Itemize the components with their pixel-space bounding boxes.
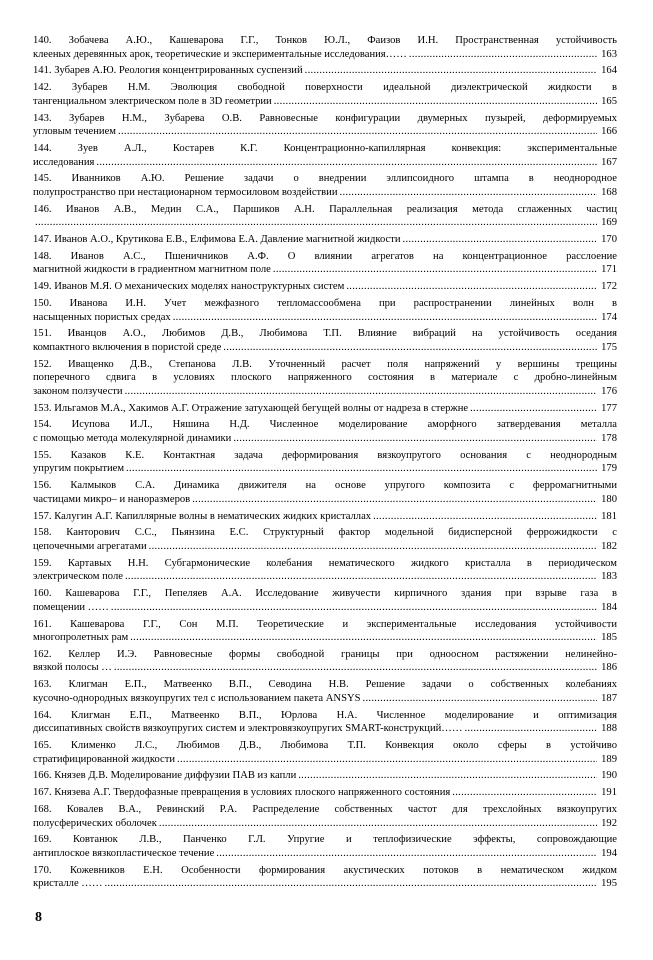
toc-entry-last-line xyxy=(33,631,617,645)
toc-entry-line: 150. Иванова И.Н. Учет межфазного тепломассообмена при распространении линейных волн в xyxy=(33,297,617,309)
toc-entry-page: 168 xyxy=(601,186,617,198)
toc-entry-line: 146. Иванов А.В., Медин С.А., Паршиков А.Н. Параллельная реализация метода сглаженных частиц xyxy=(33,203,617,215)
toc-entry-title-tail: с помощью метода молекулярной динамики xyxy=(33,433,232,445)
dot-leader xyxy=(118,125,597,139)
toc-entry-page: 189 xyxy=(601,753,617,765)
toc-entry-line: 162. Келлер И.Э. Равновесные формы свободной границы при одноосном растяжении нелинейно- xyxy=(33,648,617,660)
toc-entry-title-tail: 157. Калугин А.Г. Капиллярные волны в нематических жидких кристаллах xyxy=(33,510,372,522)
toc-entry-last-line xyxy=(33,786,617,800)
toc-entry xyxy=(33,678,617,705)
dot-leader xyxy=(305,64,597,78)
toc-entry xyxy=(33,833,617,860)
toc-entry-page: 163 xyxy=(601,48,617,60)
dot-leader xyxy=(159,817,597,831)
toc-entry-page: 186 xyxy=(601,662,617,674)
toc-entry-page: 167 xyxy=(601,156,617,168)
toc-entry-line: 164. Клигман Е.П., Матвеенко В.П., Юрлова Н.А. Численное моделирование и оптимизация xyxy=(33,709,617,721)
dot-leader xyxy=(403,233,597,247)
toc-entry-title-tail: помещении …… xyxy=(33,601,109,613)
toc-entry-page: 184 xyxy=(601,601,617,613)
toc-entry xyxy=(33,250,617,277)
toc-entry-title-tail: 167. Князева А.Г. Твердофазные превращения в условиях плоского напряженного состояния xyxy=(33,787,451,799)
toc-entry xyxy=(33,233,617,247)
toc-entry-last-line xyxy=(33,877,617,891)
toc-entry-page: 180 xyxy=(601,493,617,505)
toc-entry-last-line xyxy=(33,570,617,584)
toc-entry-page: 182 xyxy=(601,540,617,552)
toc-entry-title-tail: насыщенных пористых средах xyxy=(33,311,171,323)
toc-entry-line: поперечного сдвига в условиях плоского напряженного состояния в материале с дробно-линейным xyxy=(33,372,617,384)
toc-entry xyxy=(33,510,617,524)
toc-entry-title-tail: стратифицированной жидкости xyxy=(33,753,176,765)
toc-entry-page: 190 xyxy=(601,770,617,782)
toc-entry-title-tail: электрическом поле xyxy=(33,571,123,583)
toc-entry-title-tail: цепочечными агрегатами xyxy=(33,540,147,552)
toc-entry-page: 191 xyxy=(601,787,617,799)
toc-entry-title-tail: тангенциальном электрическом поле в 3D геометрии xyxy=(33,95,272,107)
dot-leader xyxy=(274,95,597,109)
toc-entry-last-line xyxy=(33,402,617,416)
toc-entry-last-line xyxy=(33,847,617,861)
toc-entry-title-tail: многопролетных рам xyxy=(33,632,129,644)
toc-entry-line: 144. Зуев А.Л., Костарев К.Г. Концентрационно-капиллярная конвекция: экспериментальные xyxy=(33,142,617,154)
toc-entry-last-line xyxy=(33,462,617,476)
toc-entry xyxy=(33,142,617,169)
dot-leader xyxy=(35,216,597,230)
toc-entry xyxy=(33,297,617,324)
toc-entry-line: 140. Зобачева А.Ю., Кашеварова Г.Г., Тонков Ю.Л., Фаизов И.Н. Пространственная устойчивость xyxy=(33,35,617,46)
toc-entry-title-tail: упругим покрытием xyxy=(33,463,125,475)
toc-entry-line: 143. Зубарев Н.М., Зубарева О.В. Равновесные конфигурации двумерных пузырей, деформируемых xyxy=(33,112,617,124)
toc-entry-last-line xyxy=(33,263,617,277)
dot-leader xyxy=(223,341,597,355)
toc-entry-last-line xyxy=(33,64,617,78)
toc-entry-line: 168. Ковалев В.А., Ревинский Р.А. Распределение собственных частот для трехслойных вязкоупругих xyxy=(33,803,617,815)
toc-entry-page: 174 xyxy=(601,311,617,323)
toc-entry-page: 187 xyxy=(601,692,617,704)
toc-entry-last-line xyxy=(33,48,617,62)
toc-entry-last-line xyxy=(33,661,617,675)
toc-entry-title-tail: компактного включения в пористой среде xyxy=(33,341,222,353)
dot-leader xyxy=(126,462,597,476)
dot-leader xyxy=(470,402,597,416)
table-of-contents xyxy=(33,34,617,894)
dot-leader xyxy=(298,769,597,783)
dot-leader xyxy=(273,263,597,277)
toc-entry-title-tail: законом ползучести xyxy=(33,385,123,397)
toc-entry-title-tail: исследования xyxy=(33,156,95,168)
toc-entry-page: 195 xyxy=(601,878,617,890)
dot-leader xyxy=(192,493,597,507)
toc-entry-page: 172 xyxy=(601,281,617,293)
toc-entry-line: 163. Клигман Е.П., Матвеенко В.П., Севодина Н.В. Решение задачи о собственных колебаниях xyxy=(33,679,617,691)
toc-entry-title-tail: 166. Князев Д.В. Моделирование диффузии ПАВ из капли xyxy=(33,770,297,782)
dot-leader xyxy=(125,570,597,584)
toc-entry-last-line xyxy=(33,233,617,247)
dot-leader xyxy=(452,786,597,800)
dot-leader xyxy=(114,661,597,675)
toc-entry-page: 177 xyxy=(601,402,617,414)
toc-entry xyxy=(33,402,617,416)
dot-leader xyxy=(173,311,597,325)
toc-entry-title-tail: полупространство при нестационарном термосиловом воздействии xyxy=(33,186,338,198)
dot-leader xyxy=(96,156,597,170)
toc-entry-last-line xyxy=(33,311,617,325)
toc-entry xyxy=(33,618,617,645)
toc-entry xyxy=(33,81,617,108)
toc-entry-title-tail: 141. Зубарев А.Ю. Реология концентрированных суспензий xyxy=(33,65,303,77)
toc-entry-title-tail: кристалле …… xyxy=(33,878,103,890)
toc-entry-line: 154. Исупова И.Л., Няшина Н.Д. Численное моделирование аморфного затвердевания металла xyxy=(33,419,617,431)
toc-entry xyxy=(33,280,617,294)
toc-entry-title-tail: диссипативных свойств вязкоупругих систем и электровязкоупругих SMART-конструкций…… xyxy=(33,723,463,735)
toc-entry-page: 185 xyxy=(601,632,617,644)
dot-leader xyxy=(409,48,597,62)
toc-entry-last-line xyxy=(33,341,617,355)
toc-entry-title-tail: антиплоское вязкопластическое течение xyxy=(33,847,215,859)
toc-entry-last-line xyxy=(33,722,617,736)
toc-entry xyxy=(33,786,617,800)
toc-entry-page: 170 xyxy=(601,234,617,246)
toc-entry-last-line xyxy=(33,510,617,524)
toc-entry-last-line xyxy=(33,385,617,399)
toc-entry-page: 188 xyxy=(601,723,617,735)
toc-entry-last-line xyxy=(33,216,617,230)
dot-leader xyxy=(346,280,597,294)
toc-entry-line: 152. Иващенко Д.В., Степанова Л.В. Уточненный расчет поля напряжений у вершины трещины xyxy=(33,358,617,370)
toc-entry-title-tail: угловым течением xyxy=(33,126,117,138)
toc-entry-title-tail: 149. Иванов М.Я. О механических моделях наноструктурных систем xyxy=(33,281,345,293)
toc-entry-line: 161. Кашеварова Г.Г., Сон М.П. Теоретические и экспериментальные исследования устойчивости xyxy=(33,618,617,630)
toc-entry-title-tail: 147. Иванов А.О., Крутикова Е.В., Елфимова Е.А. Давление магнитной жидкости xyxy=(33,234,401,246)
page-number: 8 xyxy=(35,910,42,925)
dot-leader xyxy=(104,877,597,891)
toc-entry-last-line xyxy=(33,432,617,446)
toc-entry xyxy=(33,112,617,139)
toc-entry-page: 183 xyxy=(601,571,617,583)
toc-entry-last-line xyxy=(33,493,617,507)
toc-entry xyxy=(33,34,617,61)
toc-entry-line: 145. Иванников А.Ю. Решение задачи о внедрении эллипсоидного штампа в неоднородное xyxy=(33,173,617,185)
toc-entry-last-line xyxy=(33,156,617,170)
toc-entry xyxy=(33,557,617,584)
toc-entry-line: 148. Иванов А.С., Пшеничников А.Ф. О влиянии агрегатов на концентрационное расслоение xyxy=(33,250,617,262)
toc-entry-page: 192 xyxy=(601,817,617,829)
toc-entry-line: 169. Ковтанюк Л.В., Панченко Г.Л. Упругие и теплофизические эффекты, сопровождающие xyxy=(33,834,617,846)
dot-leader xyxy=(464,722,597,736)
toc-entry-page: 194 xyxy=(601,847,617,859)
toc-entry xyxy=(33,739,617,766)
toc-entry xyxy=(33,864,617,891)
toc-entry-title-tail: полусферических оболочек xyxy=(33,817,157,829)
dot-leader xyxy=(125,385,597,399)
dot-leader xyxy=(111,601,597,615)
toc-entry xyxy=(33,769,617,783)
toc-entry xyxy=(33,449,617,476)
toc-entry-last-line xyxy=(33,769,617,783)
toc-entry xyxy=(33,418,617,445)
toc-entry-line: 160. Кашеварова Г.Г., Пепеляев А.А. Исследование живучести кирпичного здания при взрыве газа в xyxy=(33,588,617,600)
toc-entry xyxy=(33,327,617,354)
toc-entry-page: 178 xyxy=(601,433,617,445)
toc-entry-line: 158. Канторович С.С., Пьянзина Е.С. Структурный фактор модельной бидисперсной феррожидкости с xyxy=(33,527,617,539)
toc-entry xyxy=(33,587,617,614)
toc-entry-line: 170. Кожевников Е.Н. Особенности формирования акустических потоков в нематическом жидком xyxy=(33,864,617,876)
toc-entry-last-line xyxy=(33,817,617,831)
toc-entry-title-tail: вязкой полосы … xyxy=(33,662,112,674)
toc-entry xyxy=(33,526,617,553)
toc-entry-line: 159. Картавых Н.Н. Субгармонические колебания нематического жидкого кристалла в периодическом xyxy=(33,557,617,569)
toc-entry xyxy=(33,479,617,506)
toc-entry-last-line xyxy=(33,601,617,615)
toc-entry-line: 156. Калмыков С.А. Динамика движителя на основе упругого композита с ферромагнитными xyxy=(33,480,617,492)
toc-entry-line: 155. Казаков К.Е. Контактная задача деформирования вязкоупругого основания с неоднородным xyxy=(33,449,617,461)
toc-entry xyxy=(33,648,617,675)
dot-leader xyxy=(233,432,597,446)
toc-entry xyxy=(33,172,617,199)
toc-entry-page: 165 xyxy=(601,95,617,107)
toc-entry-line: 142. Зубарев Н.М. Эволюция свободной поверхности идеальной диэлектрической жидкости в xyxy=(33,82,617,94)
dot-leader xyxy=(130,631,597,645)
toc-entry-title-tail: магнитной жидкости в градиентном магнитном поле xyxy=(33,264,271,276)
toc-entry xyxy=(33,709,617,736)
toc-entry-page: 176 xyxy=(601,385,617,397)
toc-entry xyxy=(33,203,617,230)
toc-entry-title-tail: 153. Ильгамов М.А., Хакимов А.Г. Отражение затухающей бегущей волны от надреза в стержне xyxy=(33,402,469,414)
toc-entry-last-line xyxy=(33,692,617,706)
toc-entry-title-tail: частицами микро– и наноразмеров xyxy=(33,493,191,505)
toc-entry-last-line xyxy=(33,125,617,139)
toc-entry-line: 151. Иванцов А.О., Любимов Д.В., Любимова Т.П. Влияние вибраций на устойчивость оседания xyxy=(33,328,617,340)
toc-entry-title-tail: кусочно-однородных вязкоупругих тел с использованием пакета ANSYS xyxy=(33,692,361,704)
toc-entry-title-tail: клееных деревянных арок, теоретические и экспериментальные исследования…… xyxy=(33,48,407,60)
toc-entry xyxy=(33,358,617,399)
toc-entry-last-line xyxy=(33,540,617,554)
dot-leader xyxy=(149,540,597,554)
toc-entry-last-line xyxy=(33,95,617,109)
toc-entry-line: 165. Клименко Л.С., Любимов Д.В., Любимова Т.П. Конвекция около сферы в устойчиво xyxy=(33,740,617,751)
dot-leader xyxy=(340,186,598,200)
toc-entry-page: 166 xyxy=(601,126,617,138)
toc-entry-last-line xyxy=(33,753,617,767)
toc-entry-last-line xyxy=(33,280,617,294)
toc-entry-page: 175 xyxy=(601,341,617,353)
toc-entry-page: 171 xyxy=(601,264,617,276)
toc-entry-page: 164 xyxy=(601,65,617,77)
dot-leader xyxy=(373,510,597,524)
dot-leader xyxy=(216,847,597,861)
toc-entry-page: 179 xyxy=(601,463,617,475)
dot-leader xyxy=(177,753,597,767)
toc-entry-last-line xyxy=(33,186,617,200)
toc-entry xyxy=(33,803,617,830)
toc-entry-page: 169 xyxy=(601,217,617,229)
dot-leader xyxy=(363,692,597,706)
toc-entry xyxy=(33,64,617,78)
toc-entry-page: 181 xyxy=(601,510,617,522)
